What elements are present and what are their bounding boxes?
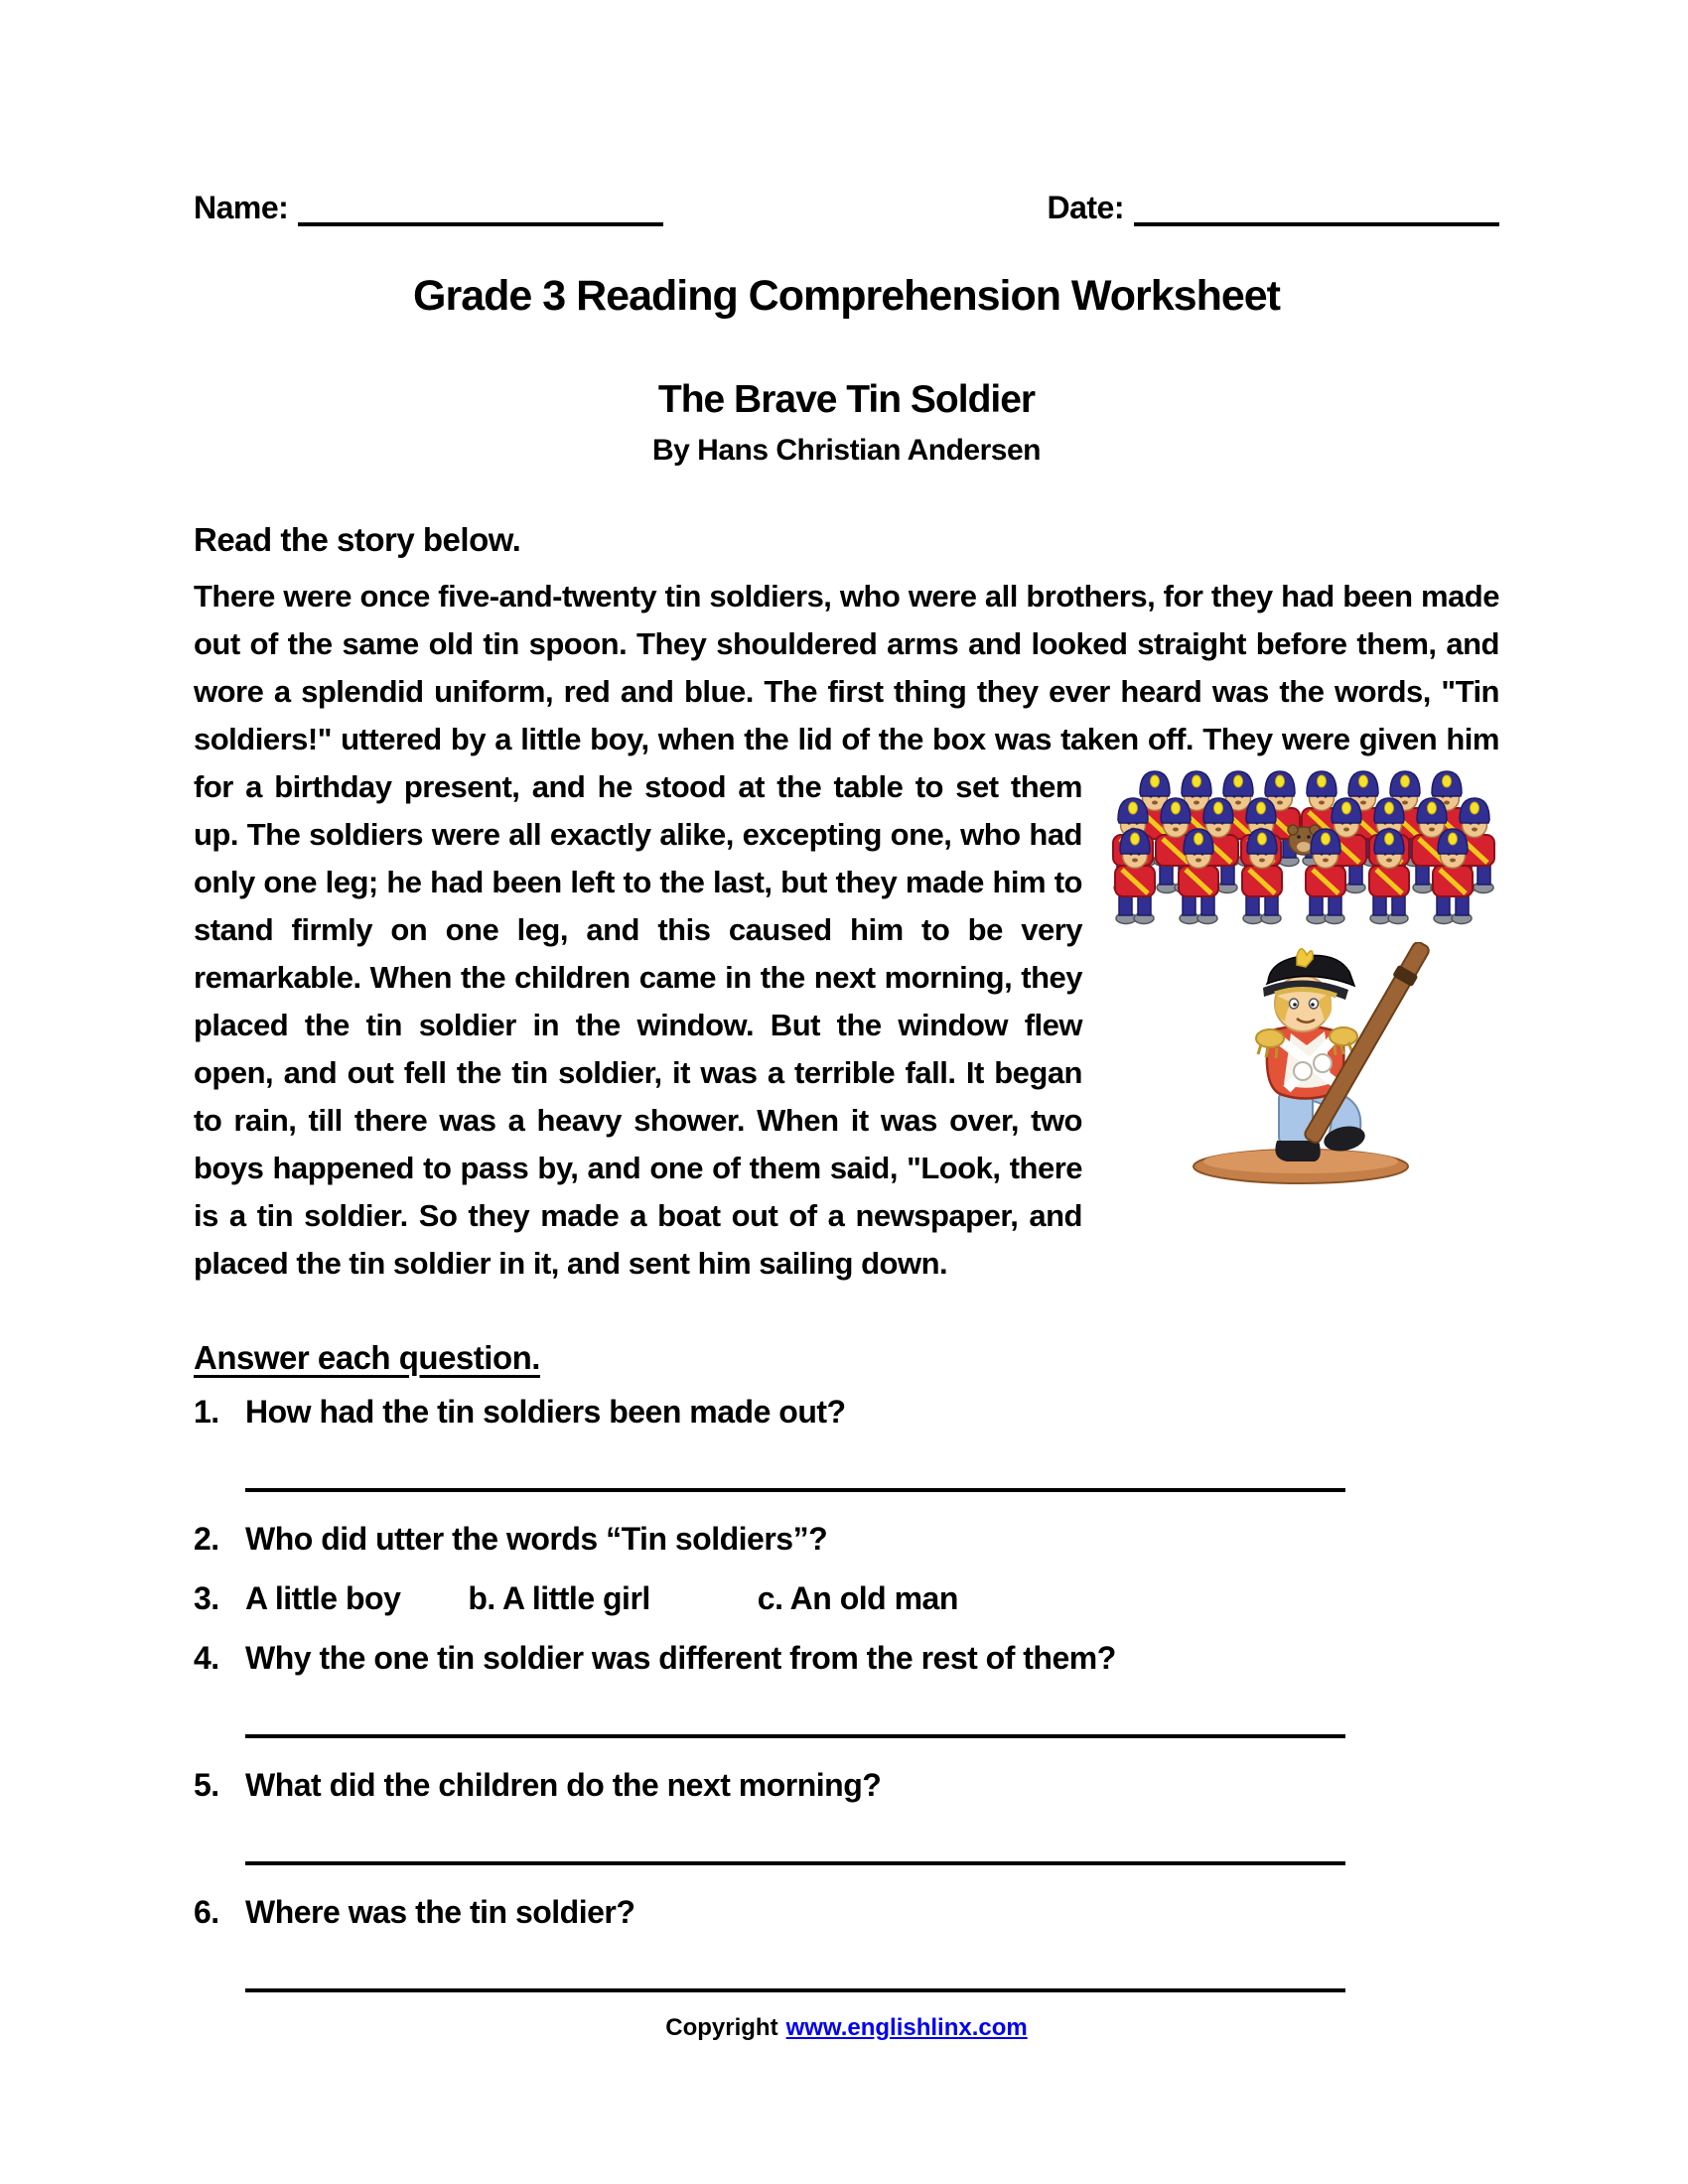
question-4 <box>194 1633 1499 1683</box>
tin-soldier-rifle-image <box>1152 942 1450 1190</box>
page-title: Grade 3 Reading Comprehension Worksheet <box>413 272 1280 320</box>
answer-line-5 <box>245 1810 1345 1865</box>
answer-line-6 <box>245 1937 1345 1992</box>
name-blank-line <box>298 189 663 226</box>
question-number: 4. <box>194 1640 219 1676</box>
question-text: Who did utter the words “Tin soldiers”? <box>245 1521 828 1557</box>
questions-header: Answer each question. <box>194 1339 540 1376</box>
question-6 <box>194 1887 1499 1937</box>
question-text: What did the children do the next morning? <box>245 1767 882 1803</box>
worksheet-content <box>194 189 1499 2042</box>
question-text: Where was the tin soldier? <box>245 1894 635 1930</box>
answer-line-4 <box>245 1683 1345 1738</box>
tin-soldier-group-image <box>1102 767 1499 934</box>
date-label: Date: <box>1047 190 1124 225</box>
story-title: The Brave Tin Soldier <box>657 378 1036 421</box>
question-2 <box>194 1514 1499 1564</box>
question-text: Why the one tin soldier was different from the rest of them? <box>245 1640 1116 1676</box>
date-field <box>1047 189 1499 226</box>
question-3 <box>194 1573 1499 1623</box>
question-option-c: c. An old man <box>757 1580 958 1616</box>
copyright-label: Copyright <box>665 2014 778 2041</box>
name-label: Name: <box>194 190 289 225</box>
question-number: 3. <box>194 1580 219 1616</box>
story-text-part1: There were once five-and-twenty tin soldiers, who were all brothers, for they had been made out of the same old tin spoon. They shouldered arms and looked straight before them, and wore a splendid uniform, red and blue. The first thing they ever heard was the words, "Tin soldiers!" uttered by a little boy, when the lid of the box was taken off. They were given him for a birthday <box>194 579 1499 804</box>
name-date-row <box>194 189 1499 226</box>
story-text-part2: present, and he stood at the table to set them up. The soldiers were all exactly alike, excepting one, who had only one leg; he had been left to the last, but they made him to stand firmly on one leg, and this caused him to be very remarkable. When the children came in the next morning, they placed the tin soldier in the window. But the window flew open, and out fell the tin soldier, it was a terrible fall. It began to rain, till there was a heavy shower. When it was over, two boys happened to pass by, and one of them said, "Look, there is a tin soldier. So they made a boat out of a newspaper, and placed the tin soldier in it, and sent him sailing down. <box>194 769 1082 1281</box>
answer-line-1 <box>245 1436 1345 1492</box>
question-number: 5. <box>194 1767 219 1803</box>
question-number: 1. <box>194 1394 219 1430</box>
question-option-a: A little boy <box>245 1580 401 1616</box>
question-5 <box>194 1760 1499 1810</box>
question-1 <box>194 1387 1499 1436</box>
question-number: 2. <box>194 1521 219 1557</box>
name-field <box>194 189 663 226</box>
question-number: 6. <box>194 1894 219 1930</box>
story-illustrations <box>1102 767 1499 1190</box>
footer <box>194 2014 1499 2042</box>
question-option-b: b. A little girl <box>468 1580 650 1616</box>
englishlinx-link[interactable]: www.englishlinx.com <box>785 2014 1028 2041</box>
date-blank-line <box>1134 189 1499 226</box>
question-text: How had the tin soldiers been made out? <box>245 1394 846 1430</box>
story-byline: By Hans Christian Andersen <box>652 434 1041 467</box>
story-instructions: Read the story below. <box>194 521 521 558</box>
story-paragraph <box>194 573 1499 1288</box>
